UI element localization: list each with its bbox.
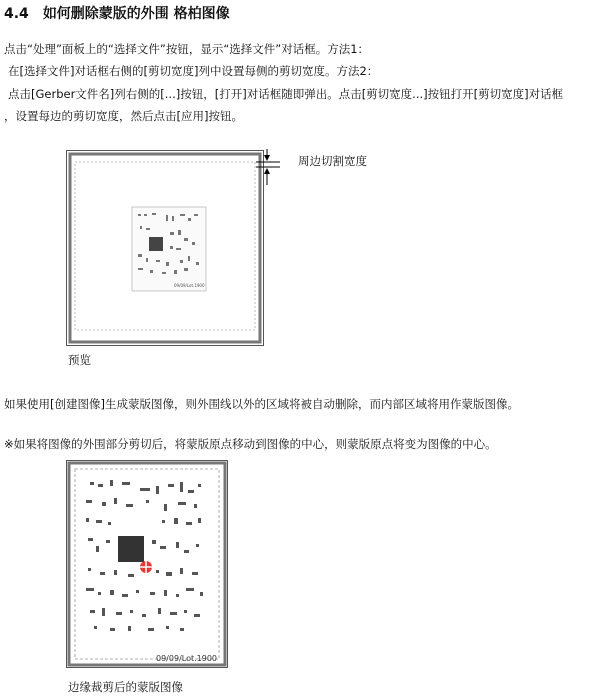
- mask-pcb-label: 09/09/Lot.1900: [156, 654, 217, 663]
- preview-pcb-label: 09/09/Lot.1900: [174, 283, 205, 288]
- cut-width-annotation: 周边切割宽度: [298, 154, 367, 168]
- section-title: 如何删除蒙版的外围 格柏图像: [42, 6, 230, 22]
- cut-width-indicator: [250, 140, 290, 190]
- paragraph-2: 如果使用[创建图像]生成蒙版图像，则外围线以外的区域将被自动删除，而内部区域将用作蒙版图像。: [4, 397, 519, 411]
- section-heading: [4, 3, 230, 23]
- paragraph-line-2: 在[选择文件]对话框右侧的[剪切宽度]列中设置每侧的剪切宽度。方法2：: [8, 64, 379, 78]
- paragraph-line-1: 点击“处理”面板上的“选择文件”按钮，显示“选择文件”对话框。方法1：: [4, 42, 370, 56]
- preview-image: [66, 150, 264, 346]
- preview-caption: 预览: [68, 353, 91, 367]
- paragraph-line-3: 点击[Gerber文件名]列右侧的[...]按钮，[打开]对话框随即弹出。点击[剪切宽度...]按钮打开[剪切宽度]对话框: [8, 87, 564, 101]
- section-number: 4.4: [4, 6, 29, 22]
- mask-image-caption: 边缘裁剪后的蒙版图像: [68, 680, 183, 694]
- preview-figure: [66, 150, 264, 346]
- mask-image-figure: [66, 460, 228, 668]
- note: ※如果将图像的外围部分剪切后，将蒙版原点移动到图像的中心，则蒙版原点将变为图像的中心。: [4, 437, 497, 451]
- mask-image: [66, 460, 228, 668]
- paragraph-line-4: ，设置每边的剪切宽度，然后点击[应用]按钮。: [4, 109, 243, 123]
